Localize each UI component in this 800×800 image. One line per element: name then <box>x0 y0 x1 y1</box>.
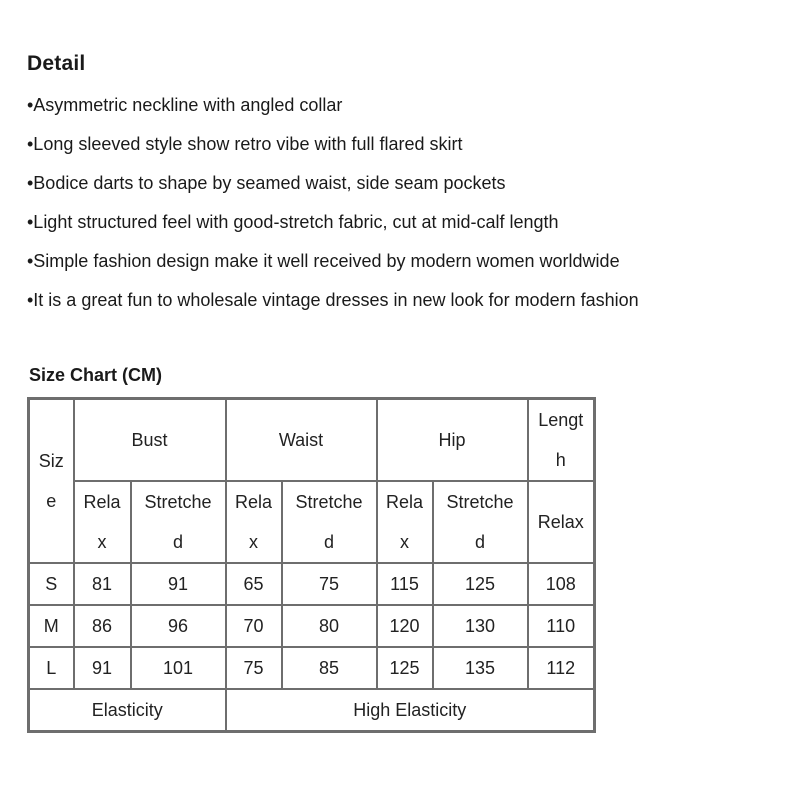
relax-label-bottom: x <box>97 532 107 552</box>
stretched-label-top: Stretche <box>295 492 363 512</box>
detail-bullet: •Simple fashion design make it well received by modern women worldwide <box>27 251 620 271</box>
stretched-label-top: Stretche <box>144 492 212 512</box>
size-chart-heading: Size Chart (CM) <box>29 365 163 385</box>
hip-relax-cell: 120 <box>377 605 433 647</box>
relax-label-top: Rela <box>234 492 273 512</box>
length-header <box>528 399 595 482</box>
stretched-label-bottom: d <box>323 532 334 552</box>
size-header-top: Siz <box>38 451 64 471</box>
size-chart-subheader-row <box>29 481 595 563</box>
hip-stretched-cell: 125 <box>433 563 528 605</box>
waist-header: Waist <box>226 399 377 482</box>
length-relax-cell: 110 <box>528 605 595 647</box>
bust-relax-cell: 86 <box>74 605 131 647</box>
size-row-l <box>29 647 595 689</box>
waist-stretched-cell: 85 <box>282 647 377 689</box>
length-relax-cell: 108 <box>528 563 595 605</box>
stretched-label-bottom: d <box>172 532 183 552</box>
hip-stretched-header <box>433 481 528 563</box>
length-header-bottom: h <box>555 450 566 470</box>
waist-relax-header <box>226 481 282 563</box>
length-relax-header: Relax <box>528 481 595 563</box>
hip-relax-cell: 115 <box>377 563 433 605</box>
detail-bullet-list <box>27 92 639 326</box>
detail-bullet: •Long sleeved style show retro vibe with full flared skirt <box>27 134 463 154</box>
high-elasticity-label: High Elasticity <box>226 689 595 732</box>
bust-relax-cell: 81 <box>74 563 131 605</box>
bust-stretched-cell: 96 <box>131 605 226 647</box>
detail-bullet: •Asymmetric neckline with angled collar <box>27 95 343 115</box>
hip-stretched-cell: 135 <box>433 647 528 689</box>
waist-relax-cell: 75 <box>226 647 282 689</box>
size-row-m <box>29 605 595 647</box>
waist-relax-cell: 65 <box>226 563 282 605</box>
detail-bullet: •Bodice darts to shape by seamed waist, side seam pockets <box>27 173 506 193</box>
bust-stretched-cell: 91 <box>131 563 226 605</box>
size-cell: M <box>29 605 74 647</box>
bust-relax-cell: 91 <box>74 647 131 689</box>
relax-label-bottom: x <box>400 532 409 552</box>
detail-heading: Detail <box>27 52 86 75</box>
detail-bullet: •Light structured feel with good-stretch fabric, cut at mid-calf length <box>27 212 559 232</box>
waist-stretched-cell: 80 <box>282 605 377 647</box>
hip-relax-header <box>377 481 433 563</box>
size-header-bottom: e <box>46 491 57 511</box>
size-chart-group-header-row <box>29 399 595 482</box>
stretched-label-top: Stretche <box>446 492 514 512</box>
stretched-label-bottom: d <box>475 532 486 552</box>
size-cell: L <box>29 647 74 689</box>
size-cell: S <box>29 563 74 605</box>
waist-relax-cell: 70 <box>226 605 282 647</box>
bust-stretched-cell: 101 <box>131 647 226 689</box>
size-row-s <box>29 563 595 605</box>
relax-label-bottom: x <box>249 532 258 552</box>
size-header-cell <box>29 399 74 564</box>
waist-stretched-cell: 75 <box>282 563 377 605</box>
bust-header: Bust <box>74 399 226 482</box>
size-chart-table <box>27 397 596 733</box>
hip-header: Hip <box>377 399 528 482</box>
length-relax-cell: 112 <box>528 647 595 689</box>
elasticity-row <box>29 689 595 732</box>
relax-label-top: Rela <box>385 492 424 512</box>
bust-stretched-header <box>131 481 226 563</box>
hip-stretched-cell: 130 <box>433 605 528 647</box>
hip-relax-cell: 125 <box>377 647 433 689</box>
bust-relax-header <box>74 481 131 563</box>
waist-stretched-header <box>282 481 377 563</box>
detail-bullet: •It is a great fun to wholesale vintage dresses in new look for modern fashion <box>27 290 639 310</box>
elasticity-label: Elasticity <box>29 689 226 732</box>
length-header-top: Lengt <box>538 410 584 430</box>
relax-label-top: Rela <box>83 492 121 512</box>
